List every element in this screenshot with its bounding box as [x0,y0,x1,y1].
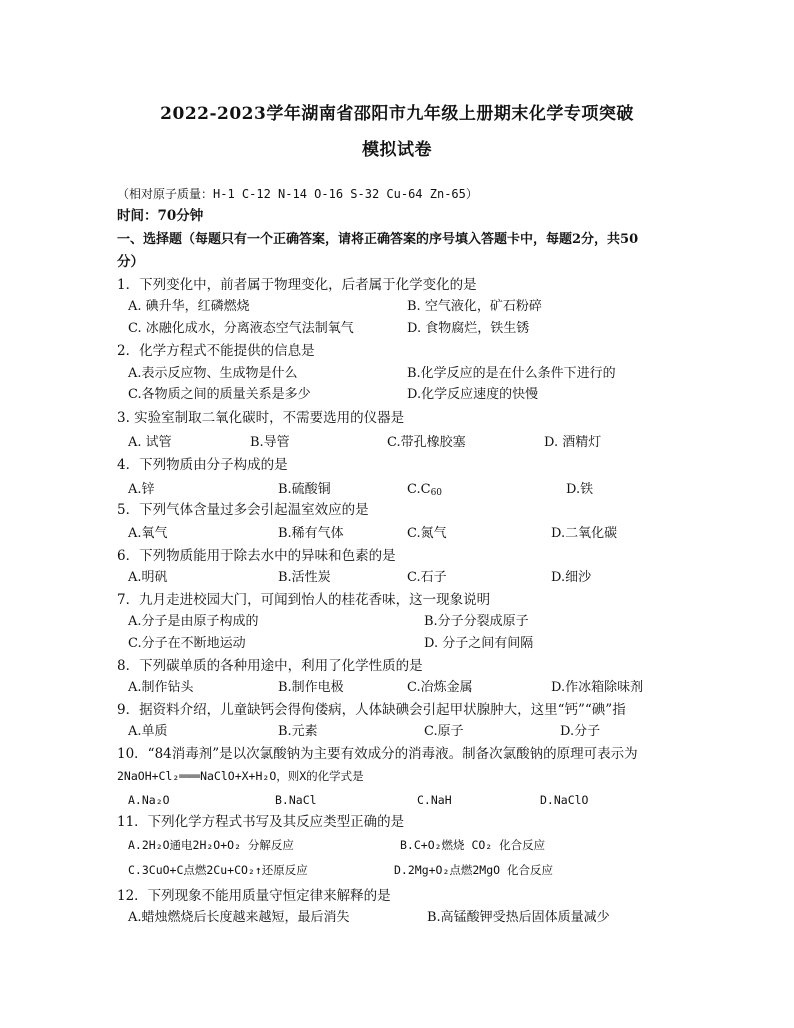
question-option: A.表示反应物、生成物是什么 [128,366,298,381]
question-option: A.2H₂O通电2H₂O+O₂ 分解反应 [128,838,294,852]
question-stem: 6．下列物质能用于除去水中的异味和色素的是 [117,548,396,564]
question-option: A.氧气 [128,526,168,541]
question-option: B.导管 [250,435,290,450]
question-option: C.石子 [407,570,447,585]
option-text: C.C [407,482,431,497]
question-option [407,480,442,503]
question-stem: 2．化学方程式不能提供的信息是 [117,343,315,359]
question-option: C.NaH [417,793,452,807]
question-stem: 3. 实验室制取二氧化碳时，不需要选用的仪器是 [117,410,405,426]
question-option: D.2Mg+O₂点燃2MgO 化合反应 [394,863,554,877]
question-option: A.蜡烛燃烧后长度越来越短，最后消失 [128,910,350,925]
question-option: B.高锰酸钾受热后固体质量减少 [427,910,610,925]
question-option: C.3CuO+C点燃2Cu+CO₂↑还原反应 [128,863,308,877]
question-stem: 8．下列碳单质的各种用途中，利用了化学性质的是 [117,658,423,674]
question-stem: 12．下列现象不能用质量守恒定律来解释的是 [117,888,391,904]
question-option: B.C+O₂燃烧 CO₂ 化合反应 [400,838,546,852]
section-heading-cont: 分） [117,254,144,270]
question-option: B.元素 [278,724,318,739]
page-subtitle: 模拟试卷 [362,140,432,160]
question-option: A.制作钻头 [128,680,194,695]
question-option: D.分子 [560,724,601,739]
question-option: A. 试管 [128,435,172,450]
question-option: D.化学反应速度的快慢 [407,387,539,402]
question-option: A.Na₂O [128,793,170,807]
question-stem: 5．下列气体含量过多会引起温室效应的是 [117,502,369,518]
question-option: C.带孔橡胶塞 [387,435,466,450]
question-option: C.各物质之间的质量关系是多少 [128,387,311,402]
subscript: 60 [430,488,443,498]
question-stem: 7．九月走进校园大门，可闻到怡人的桂花香味，这一现象说明 [117,592,491,608]
question-stem-cont: 2NaOH+Cl₂═══NaClO+X+H₂O，则X的化学式是 [117,769,364,783]
question-option: D.铁 [566,482,594,497]
question-option: C.原子 [424,724,464,739]
question-option: C.氮气 [407,526,447,541]
question-option: D.作冰箱除味剂 [551,680,644,695]
question-option: C.冶炼金属 [407,680,473,695]
question-option: A.锌 [128,482,155,497]
question-option: B.硫酸铜 [278,482,331,497]
question-option: B.NaCl [275,793,317,807]
question-stem: 11．下列化学方程式书写及其反应类型正确的是 [117,814,405,830]
question-option: D.细沙 [551,570,592,585]
section-heading: 一、选择题（每题只有一个正确答案，请将正确答案的序号填入答题卡中，每题2分，共50 [117,232,639,247]
question-stem: 1．下列变化中，前者属于物理变化，后者属于化学变化的是 [117,277,477,293]
page-title: 2022-2023学年湖南省邵阳市九年级上册期末化学专项突破 [160,104,634,124]
question-option: C.分子在不断地运动 [128,636,246,651]
question-option: B.化学反应的是在什么条件下进行的 [407,366,616,381]
question-option: A.分子是由原子构成的 [128,614,259,629]
question-option: B.分子分裂成原子 [424,614,529,629]
question-stem: 4．下列物质由分子构成的是 [117,457,288,473]
question-option: A. 碘升华，红磷燃烧 [128,299,250,314]
question-stem: 9．据资料介绍，儿童缺钙会得佝偻病，人体缺碘会引起甲状腺肿大，这里“钙”“碘”指 [117,702,626,718]
question-option: D. 食物腐烂，铁生锈 [407,321,530,336]
question-option: B. 空气液化，矿石粉碎 [407,299,542,314]
question-stem: 10．“84消毒剂”是以次氯酸钠为主要有效成分的消毒液。制备次氯酸钠的原理可表示为 [117,746,638,762]
atomic-mass-note: （相对原子质量：H-1 C-12 N-14 O-16 S-32 Cu-64 Zn-65） [117,187,478,201]
question-option: B.稀有气体 [278,526,344,541]
question-option: A.明矾 [128,570,168,585]
question-option: D.二氧化碳 [551,526,618,541]
question-option: D. 分子之间有间隔 [424,636,534,651]
question-option: D.NaClO [540,793,589,807]
question-option: D. 酒精灯 [544,435,602,450]
time-limit: 时间：70分钟 [117,208,204,224]
question-option: A.单质 [128,724,168,739]
question-option: B.活性炭 [278,570,331,585]
question-option: B.制作电极 [278,680,344,695]
question-option: C. 冰融化成水，分离液态空气法制氧气 [128,321,354,336]
